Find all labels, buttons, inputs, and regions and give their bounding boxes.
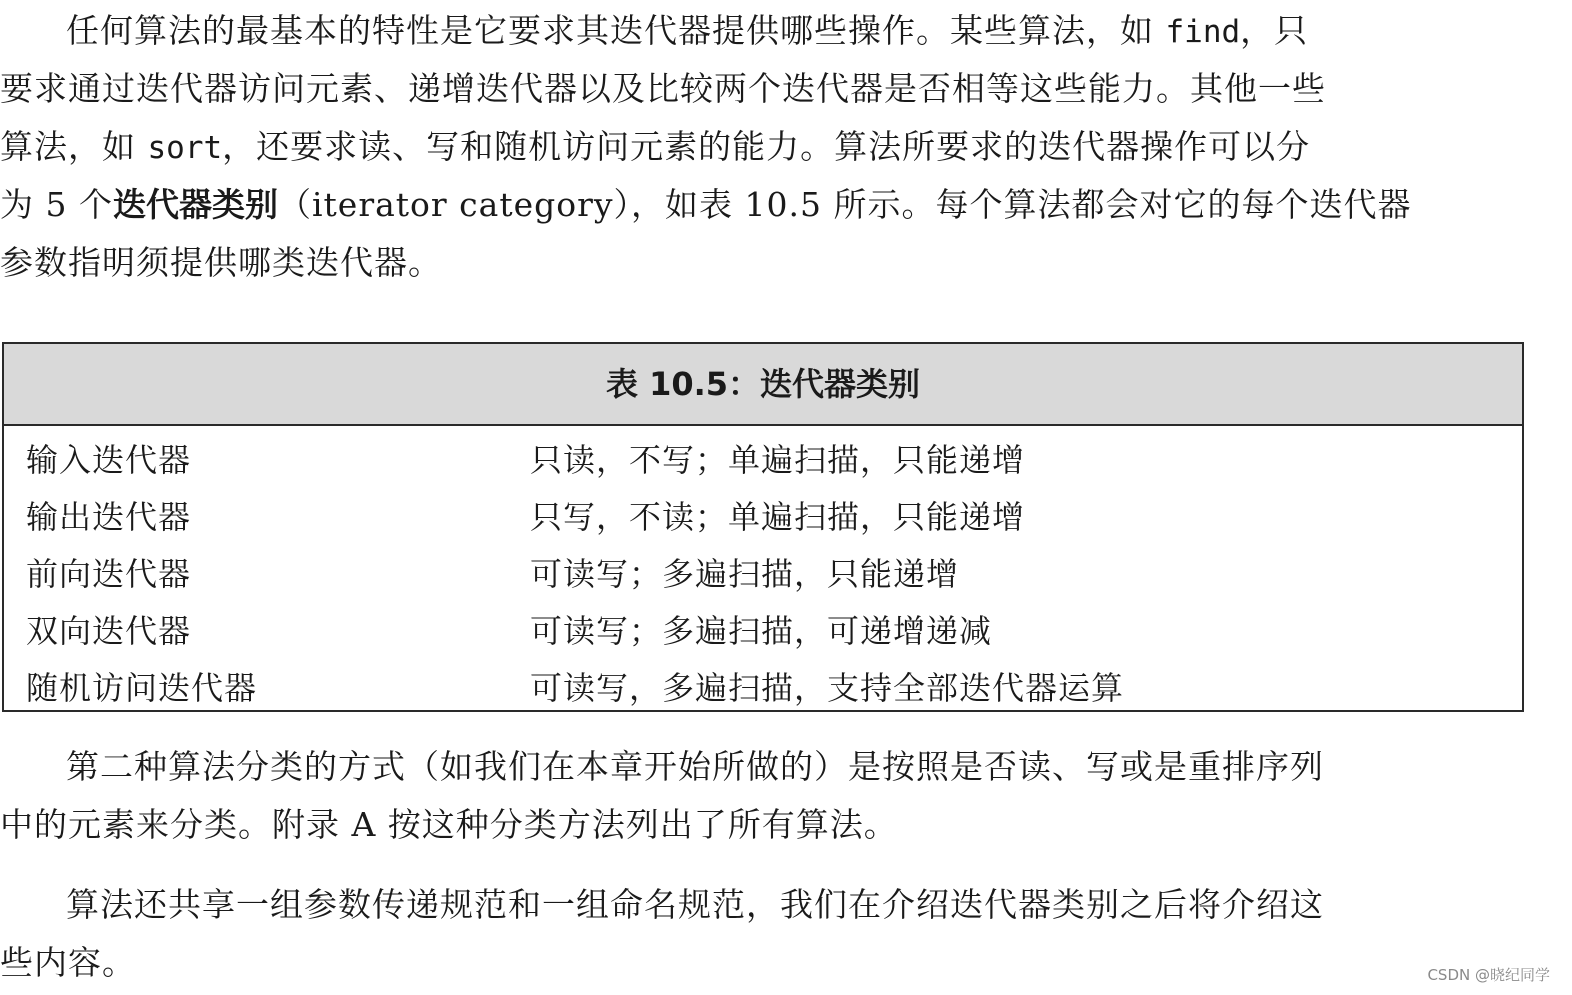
intro-line-3-text-a: 算法，如 [0,127,148,166]
iterator-name: 前向迭代器 [26,555,192,593]
intro-line-4-text-a: 为 5 个 [0,185,113,224]
second-line-1: 第二种算法分类的方式（如我们在本章开始所做的）是按照是否读、写或是重排序列 [66,747,1324,786]
intro-line-4 [0,176,1535,234]
table-row [4,489,1522,546]
table-row [4,546,1522,603]
iterator-description: 只读，不写；单遍扫描，只能递增 [530,441,1026,479]
code-find: find [1165,14,1241,50]
watermark: CSDN @晓纪同学 [1427,966,1550,984]
term-iterator-category: 迭代器类别 [112,185,278,224]
third-line-1: 算法还共享一组参数传递规范和一组命名规范，我们在介绍迭代器类别之后将介绍这 [66,885,1324,924]
table-row [4,432,1522,489]
intro-line-3-text-b: ，还要求读、写和随机访问元素的能力。算法所要求的迭代器操作可以分 [222,127,1311,166]
intro-line-1-text-a: 任何算法的最基本的特性是它要求其迭代器提供哪些操作。某些算法，如 [66,11,1166,50]
iterator-name: 随机访问迭代器 [26,669,258,707]
third-paragraph [0,876,1535,992]
intro-line-4-text-b: （iterator category），如表 10.5 所示。每个算法都会对它的每个迭代器 [277,185,1412,224]
second-paragraph [0,738,1535,854]
iterator-description: 可读写；多遍扫描，只能递增 [530,555,960,593]
intro-line-1 [0,2,1535,60]
third-line-2: 些内容。 [0,943,136,982]
intro-line-1-text-b: ，只 [1240,11,1309,50]
intro-line-3 [0,118,1535,176]
iterator-description: 可读写，多遍扫描，支持全部迭代器运算 [530,669,1125,707]
table-row [4,660,1522,717]
iterator-category-table [2,342,1524,712]
second-line-2: 中的元素来分类。附录 A 按这种分类方法列出了所有算法。 [0,805,898,844]
intro-line-5: 参数指明须提供哪类迭代器。 [0,243,442,282]
iterator-name: 输出迭代器 [26,498,192,536]
table-row [4,603,1522,660]
iterator-description: 可读写；多遍扫描，可递增递减 [530,612,993,650]
iterator-name: 输入迭代器 [26,441,192,479]
code-sort: sort [147,130,223,166]
table-caption: 表 10.5：迭代器类别 [4,344,1522,426]
table-body [4,426,1522,717]
iterator-name: 双向迭代器 [26,612,192,650]
intro-line-2: 要求通过迭代器访问元素、递增迭代器以及比较两个迭代器是否相等这些能力。其他一些 [0,69,1326,108]
iterator-description: 只写，不读；单遍扫描，只能递增 [530,498,1026,536]
intro-paragraph [0,2,1535,292]
